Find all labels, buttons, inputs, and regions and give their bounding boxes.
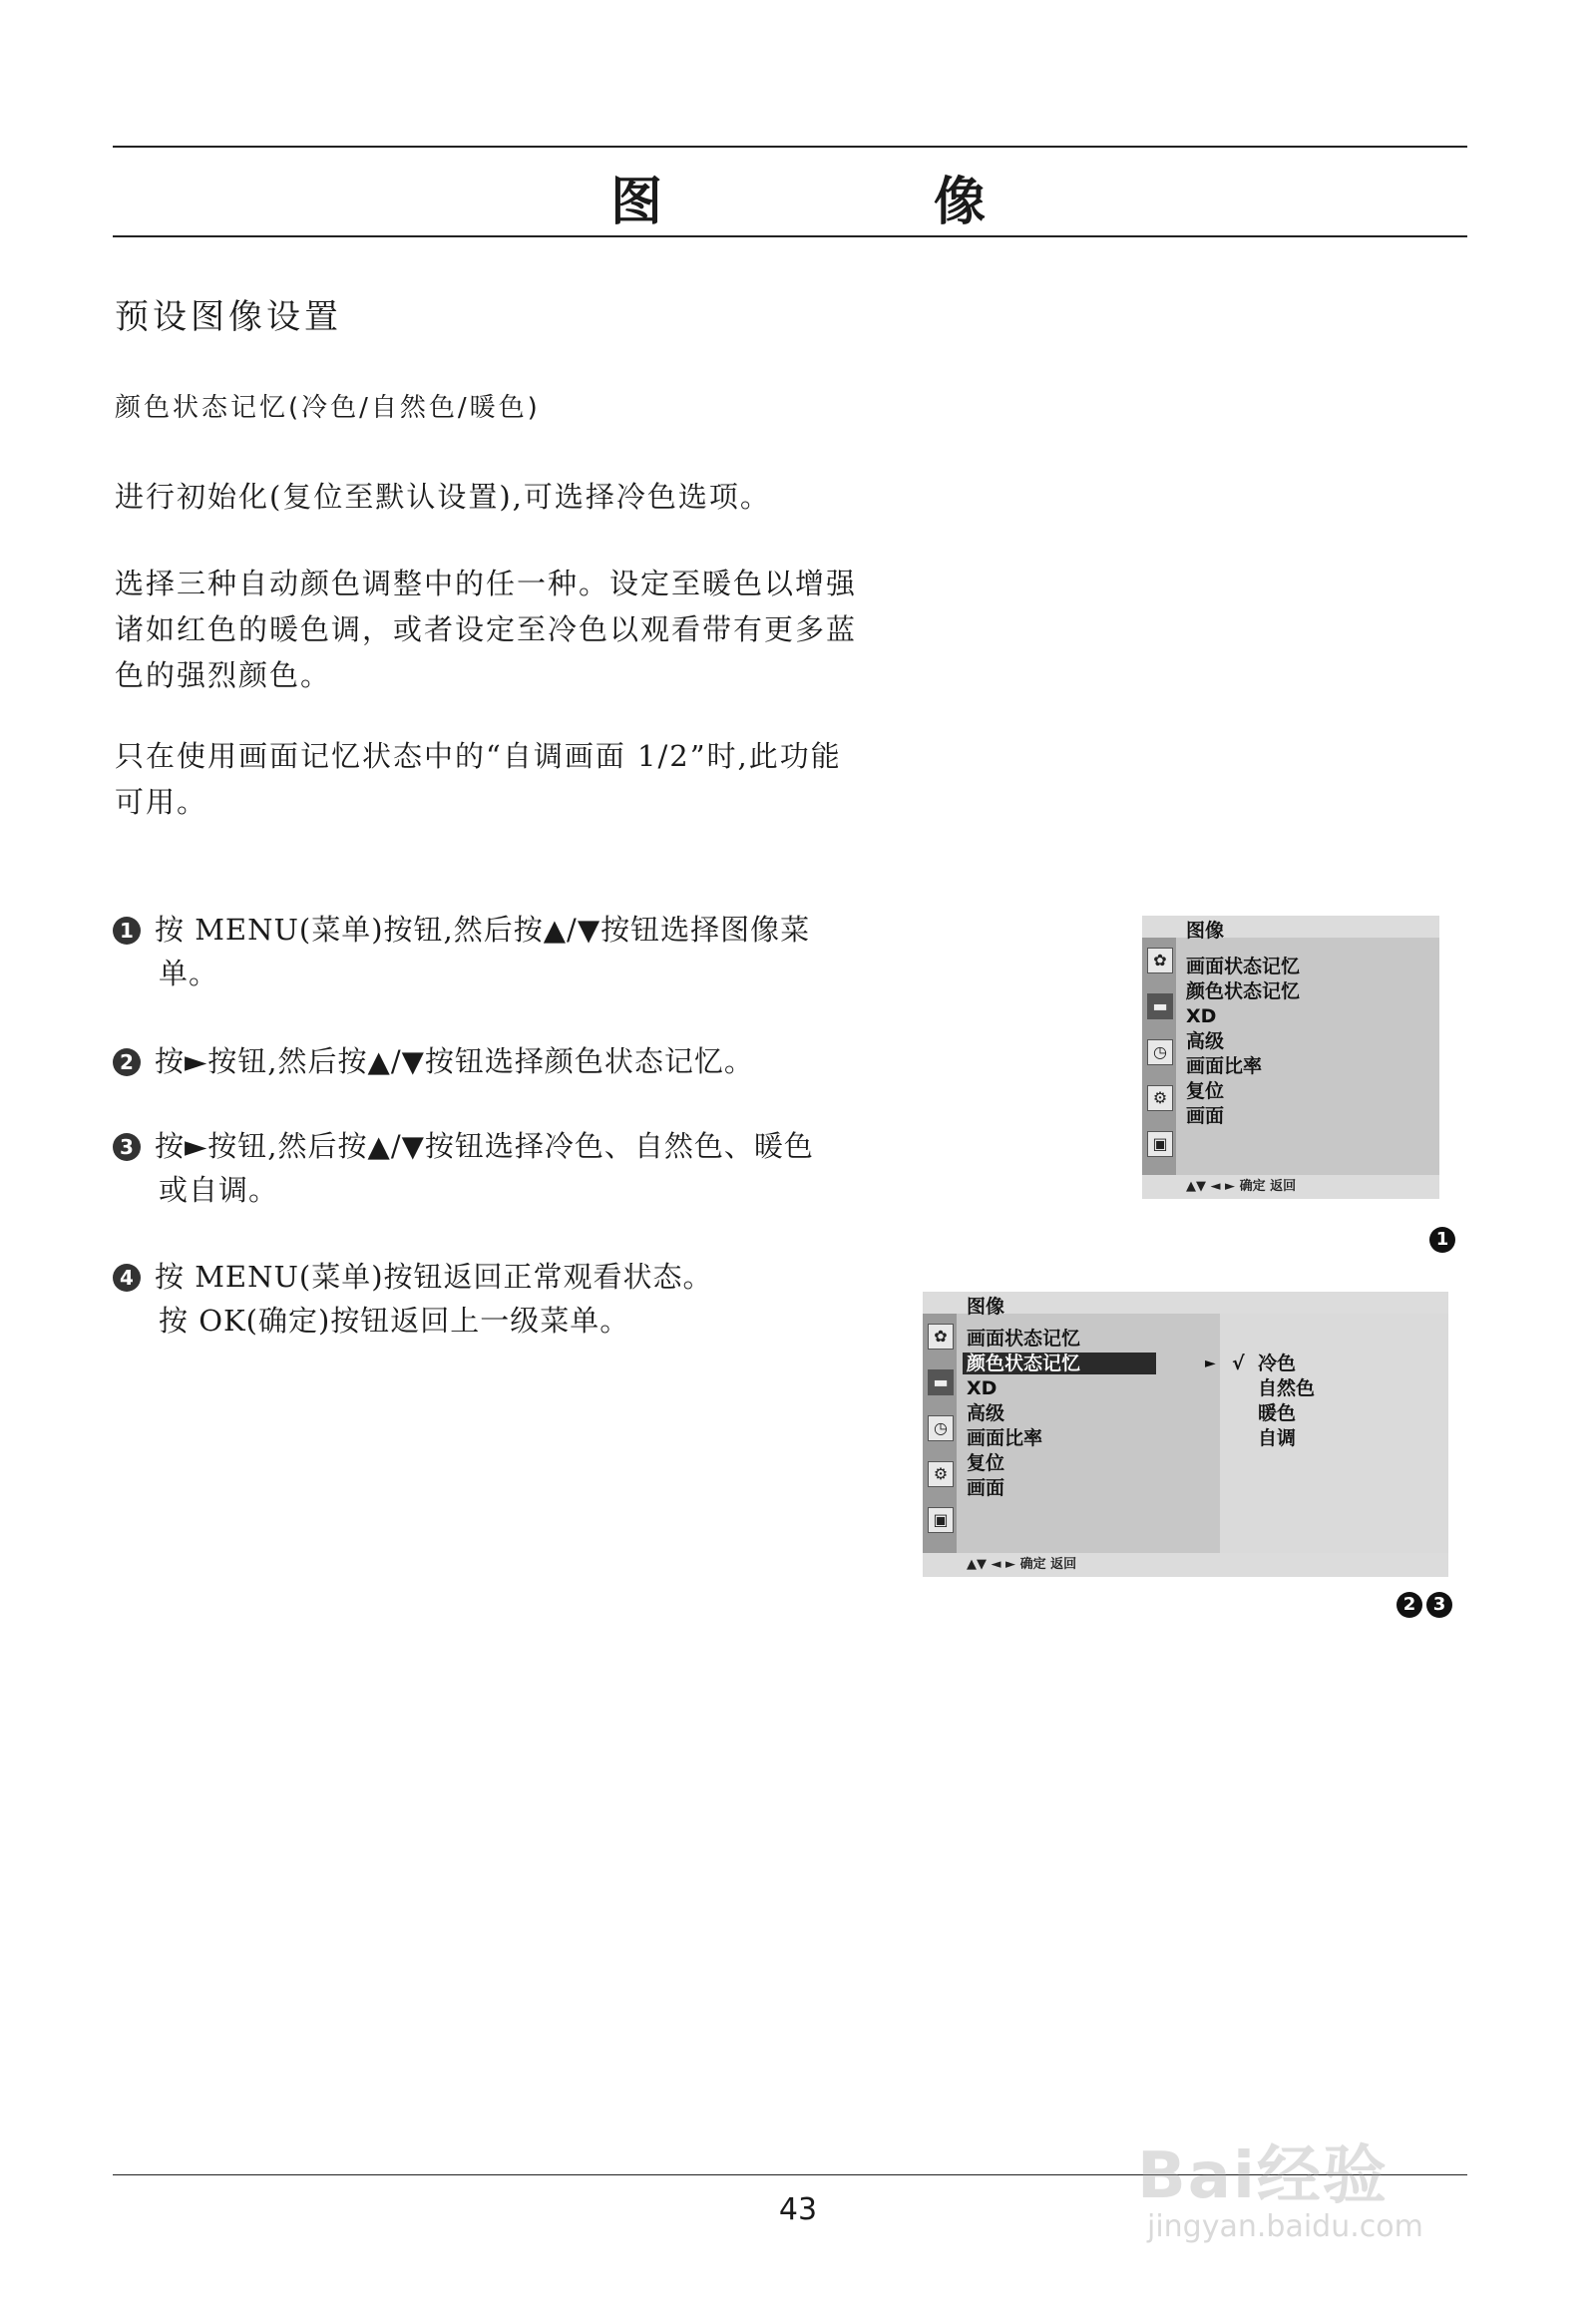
osd-icon-column <box>923 1314 957 1553</box>
osd-footer: ▲▼ ◄ ► 确定 返回 <box>1142 1175 1439 1199</box>
tv-icon: ▬ <box>928 1369 954 1395</box>
osd-item: 画面比率 <box>1186 1055 1263 1077</box>
osd-menu-picture <box>1142 916 1439 1199</box>
title-underline <box>113 235 1467 237</box>
clock-icon: ◷ <box>928 1415 954 1441</box>
osd-item: 画面比率 <box>967 1427 1043 1449</box>
picture-icon: ✿ <box>1147 948 1173 973</box>
step-number: 4 <box>113 1264 141 1292</box>
osd-icon-column <box>1142 938 1176 1175</box>
osd-item: 复位 <box>967 1452 1005 1474</box>
osd-item-selected <box>963 1353 1156 1374</box>
osd-item: 画面 <box>967 1477 1005 1499</box>
tv-icon: ▬ <box>1147 993 1173 1019</box>
check-icon: √ <box>1232 1353 1245 1374</box>
step-text-continued: 或自调。 <box>159 1173 279 1207</box>
paragraph-availability: 只在使用画面记忆状态中的“自调画面 1/2”时,此功能可用。 <box>115 739 842 819</box>
lock-icon: ▣ <box>1147 1131 1173 1157</box>
osd-item: XD <box>967 1377 998 1399</box>
step-text: 按 MENU(菜单)按钮返回正常观看状态。 <box>155 1260 713 1294</box>
step-number: 3 <box>113 1133 141 1161</box>
figure-badge: 2 <box>1396 1592 1422 1618</box>
osd-item: XD <box>1186 1005 1217 1027</box>
watermark-logo: Bai经验 <box>1137 2139 1389 2213</box>
osd-item: 高级 <box>967 1402 1005 1424</box>
step-text: 按►按钮,然后按▲/▼按钮选择冷色、自然色、暖色 <box>155 1129 814 1163</box>
osd-item: 高级 <box>1186 1030 1225 1052</box>
figure-badge: 1 <box>1429 1227 1455 1253</box>
page-title: 图 像 <box>609 173 1095 232</box>
picture-icon: ✿ <box>928 1324 954 1350</box>
osd-title: 图像 <box>1142 916 1439 938</box>
osd-footer: ▲▼ ◄ ► 确定 返回 <box>923 1553 1448 1577</box>
osd-item: 画面 <box>1186 1105 1225 1127</box>
step-text-continued: 单。 <box>159 957 219 990</box>
step-text-continued: 按 OK(确定)按钮返回上一级菜单。 <box>159 1304 630 1338</box>
submenu-option: 自调 <box>1258 1427 1297 1449</box>
subsection-title: 颜色状态记忆(冷色/自然色/暖色) <box>115 393 541 423</box>
section-title: 预设图像设置 <box>115 297 342 337</box>
osd-menu-color-memory <box>923 1292 1448 1577</box>
page-number: 43 <box>778 2192 818 2227</box>
paragraph-description: 选择三种自动颜色调整中的任一种。设定至暖色以增强诸如红色的暖色调，或者设定至冷色以观看带有更多蓝色的强烈颜色。 <box>115 567 858 692</box>
osd-item-label: 颜色状态记忆 <box>967 1353 1081 1374</box>
osd-item: 复位 <box>1186 1080 1225 1102</box>
paragraph-reset: 进行初始化(复位至默认设置),可选择冷色选项。 <box>115 480 771 514</box>
step-4 <box>113 1255 861 1343</box>
osd-item: 画面状态记忆 <box>967 1328 1081 1350</box>
step-3 <box>113 1124 861 1212</box>
settings-icon: ⚙ <box>1147 1085 1173 1111</box>
step-2 <box>113 1039 861 1083</box>
osd-title: 图像 <box>923 1292 1448 1314</box>
osd-item: 画面状态记忆 <box>1186 956 1301 977</box>
step-1 <box>113 908 861 995</box>
submenu-option: 暖色 <box>1258 1402 1297 1424</box>
top-rule <box>113 146 1467 148</box>
settings-icon: ⚙ <box>928 1461 954 1487</box>
step-number: 1 <box>113 917 141 945</box>
submenu-option: 冷色 <box>1258 1353 1297 1374</box>
clock-icon: ◷ <box>1147 1039 1173 1065</box>
step-text: 按 MENU(菜单)按钮,然后按▲/▼按钮选择图像菜 <box>155 913 811 947</box>
osd-submenu-panel <box>1220 1314 1448 1553</box>
lock-icon: ▣ <box>928 1507 954 1533</box>
watermark-url: jingyan.baidu.com <box>1147 2209 1423 2244</box>
step-number: 2 <box>113 1048 141 1076</box>
figure-badge: 3 <box>1426 1592 1452 1618</box>
osd-item: 颜色状态记忆 <box>1186 980 1301 1002</box>
submenu-option: 自然色 <box>1258 1377 1316 1399</box>
submenu-arrow-icon: ► <box>1205 1356 1216 1371</box>
step-text: 按►按钮,然后按▲/▼按钮选择颜色状态记忆。 <box>155 1044 754 1078</box>
